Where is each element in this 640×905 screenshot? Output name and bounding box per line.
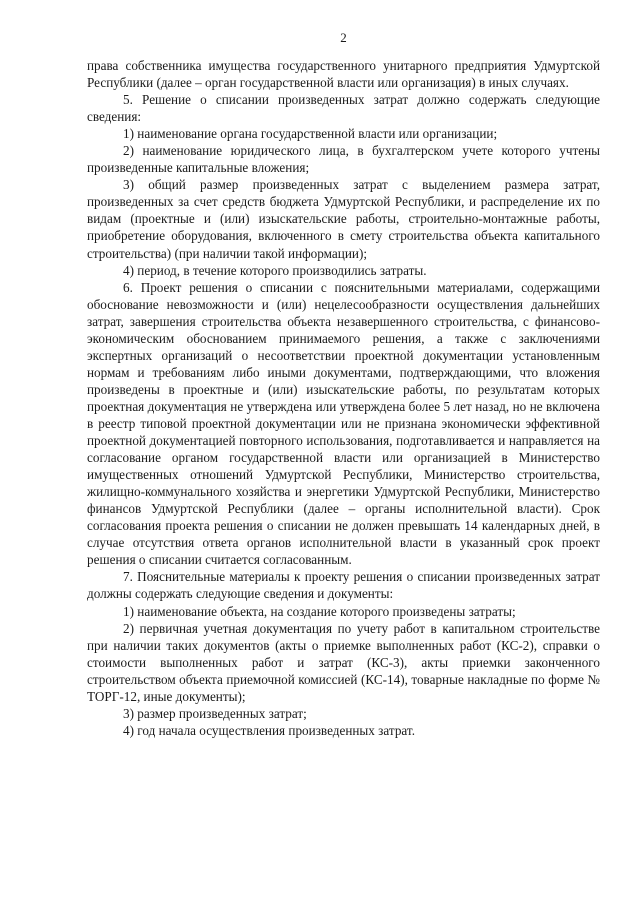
paragraph-item-7-3: 3) размер произведенных затрат; (123, 705, 307, 721)
paragraph-item-7-2: 2) первичная учетная документация по учету работ в капитальном строительстве при наличии таких документов (акты о приемке выполненных работ (КС-2), справки о стоимости выполненных работ и затрат (КС-3), акты приемки законченного строительством объекта приемочной комиссией (КС-14), товарные накладные по форме № ТОРГ-12, иные документы); (87, 620, 600, 704)
paragraph-item-5-2: 2) наименование юридического лица, в бухгалтерском учете которого учтены произведенные капитальные вложения; (87, 143, 600, 176)
document-body (87, 57, 600, 739)
paragraph-item-5: 5. Решение о списании произведенных затрат должно содержать следующие сведения: (87, 92, 600, 125)
paragraph-item-5-3: 3) общий размер произведенных затрат с выделением размера затрат, произведенных за счет средств бюджета Удмуртской Республики, и распределение их по видам (проектные и (или) изыскательские работы, строительно-монтажные работы, приобретение оборудования, включенного в смету строительства объекта капитального строительства) (при наличии такой информации); (87, 177, 600, 261)
page-number: 2 (340, 30, 347, 45)
paragraph-item-7-1: 1) наименование объекта, на создание которого произведены затраты; (123, 603, 516, 619)
paragraph-item-7: 7. Пояснительные материалы к проекту решения о списании произведенных затрат должны содержать следующие сведения и документы: (87, 569, 600, 602)
paragraph-item-5-1: 1) наименование органа государственной власти или организации; (123, 126, 498, 142)
paragraph-ownership-rights: права собственника имущества государственного унитарного предприятия Удмуртской Республики (далее – орган государственной власти или организация) в иных случаях. (87, 58, 600, 91)
paragraph-item-7-4: 4) год начала осуществления произведенных затрат. (123, 722, 415, 738)
paragraph-item-6: 6. Проект решения о списании с пояснительными материалами, содержащими обоснование невозможности и (или) нецелесообразности осуществления дальнейших затрат, завершения строительства объекта незавершенного строительства, с финансово-экономическим обоснованием принимаемого решения, а также с заключениями экспертных организаций о несоответствии проектной документации установленным нормам и требованиям либо иными документами, подтверждающими, что вложения произведены в проектные и (или) изыскательские работы, по результатам которых проектная документация не утверждена или утверждена более 5 лет назад, но не включена в реестр типовой проектной документации или не признана экономически эффективной проектной документацией повторного использования, подготавливается и направляется на согласование органом государственной власти или организацией в Министерство имущественных отношений Удмуртской Республики, Министерство строительства, жилищно-коммунального хозяйства и энергетики Удмуртской Республики, Министерство финансов Удмуртской Республики (далее – органы исполнительной власти). Срок согласования проекта решения о списании не должен превышать 14 календарных дней, в случае отсутствия ответа органов исполнительной власти в указанный срок проект решения о списании считается согласованным. (87, 279, 600, 568)
paragraph-item-5-4: 4) период, в течение которого производились затраты. (123, 262, 427, 278)
